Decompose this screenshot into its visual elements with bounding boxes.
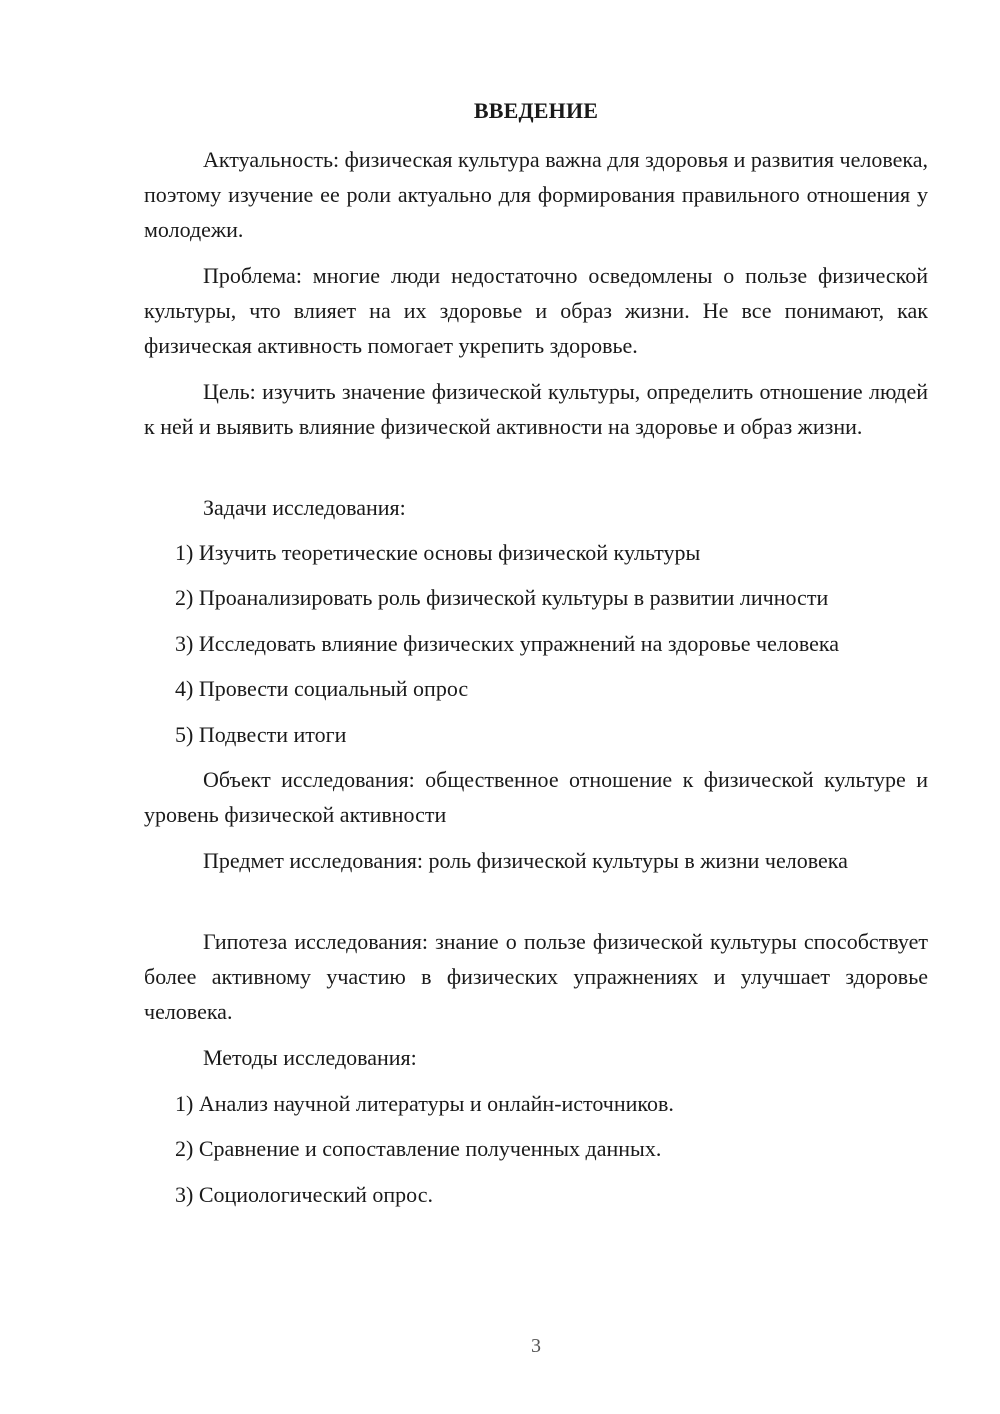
subject-paragraph: Предмет исследования: роль физической культуры в жизни человека xyxy=(203,848,848,873)
relevance-paragraph: Актуальность: физическая культура важна для здоровья и развития человека, поэтому изучение ее роли актуально для формирования правильного отношения у молодежи. xyxy=(144,147,928,242)
problem-paragraph: Проблема: многие люди недостаточно осведомлены о пользе физической культуры, что влияет на их здоровье и образ жизни. Не все понимают, как физическая активность помогает укрепить здоровье. xyxy=(144,263,928,358)
hypothesis-paragraph: Гипотеза исследования: знание о пользе физической культуры способствует более активному участию в физических упражнениях и улучшает здоровье человека. xyxy=(144,929,928,1024)
goal-paragraph: Цель: изучить значение физической культуры, определить отношение людей к ней и выявить влияние физической активности на здоровье и образ жизни. xyxy=(144,379,928,439)
method-item: 2) Сравнение и сопоставление полученных данных. xyxy=(175,1136,662,1161)
object-paragraph: Объект исследования: общественное отношение к физической культуре и уровень физической активности xyxy=(144,767,928,827)
task-item: 2) Проанализировать роль физической культуры в развитии личности xyxy=(175,585,829,610)
task-item: 3) Исследовать влияние физических упражнений на здоровье человека xyxy=(175,631,839,656)
section-heading: ВВЕДЕНИЕ xyxy=(473,98,599,123)
task-item: 4) Провести социальный опрос xyxy=(175,676,469,701)
tasks-label: Задачи исследования: xyxy=(203,495,406,520)
task-item: 1) Изучить теоретические основы физической культуры xyxy=(175,540,701,565)
method-item: 3) Социологический опрос. xyxy=(175,1182,433,1207)
page-number: 3 xyxy=(531,1335,541,1357)
task-item: 5) Подвести итоги xyxy=(175,722,347,747)
methods-label: Методы исследования: xyxy=(203,1045,417,1070)
method-item: 1) Анализ научной литературы и онлайн-источников. xyxy=(175,1091,674,1116)
